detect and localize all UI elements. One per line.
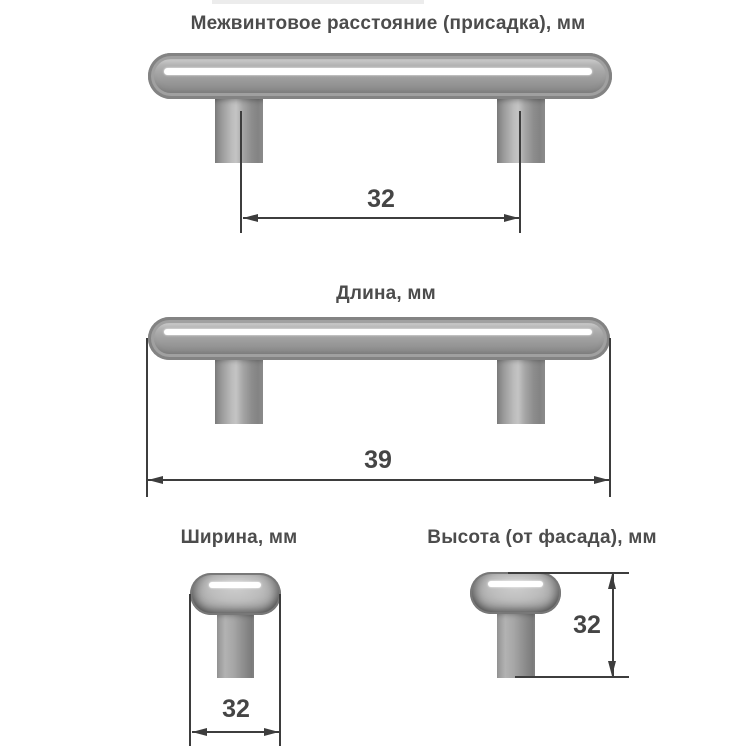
cap-highlight xyxy=(488,581,543,587)
arrow-left-icon xyxy=(148,476,163,484)
dimension-line xyxy=(148,479,609,481)
handle-cap-side-view xyxy=(190,573,281,615)
dimension-value: 32 xyxy=(367,185,395,213)
bar-highlight xyxy=(164,329,592,335)
extension-line-right xyxy=(519,111,521,233)
handle-cap-side-view xyxy=(470,572,561,614)
figure-title: Длина, мм xyxy=(336,283,436,304)
dimension-value: 39 xyxy=(364,446,392,474)
bar-highlight xyxy=(164,68,592,75)
extension-line-bottom xyxy=(515,676,629,678)
handle-leg-side-view xyxy=(217,613,254,678)
extension-line-left xyxy=(240,111,242,233)
extension-line-left xyxy=(189,594,191,746)
dimension-line xyxy=(243,217,519,219)
arrow-left-icon xyxy=(192,728,207,736)
arrow-right-icon xyxy=(264,728,279,736)
handle-bar-front-view xyxy=(148,53,612,99)
arrow-up-icon xyxy=(608,574,616,589)
dimension-value: 32 xyxy=(222,695,250,723)
handle-leg-right xyxy=(497,357,545,424)
extension-line-left xyxy=(146,338,148,497)
cap-highlight xyxy=(209,582,261,588)
handle-leg-side-view xyxy=(497,612,535,678)
dimension-value: 32 xyxy=(573,611,601,639)
figure-title: Межвинтовое расстояние (присадка), мм xyxy=(190,13,586,34)
handle-leg-right xyxy=(497,97,545,163)
handle-leg-left xyxy=(215,97,263,163)
handle-bar-front-view xyxy=(148,317,610,360)
arrow-right-icon xyxy=(504,214,519,222)
figure-title: Высота (от фасада), мм xyxy=(427,527,657,548)
arrow-left-icon xyxy=(243,214,258,222)
handle-leg-left xyxy=(215,357,263,424)
arrow-right-icon xyxy=(594,476,609,484)
cropped-text-remnant xyxy=(212,0,424,4)
figure-title: Ширина, мм xyxy=(180,527,298,548)
extension-line-right xyxy=(279,594,281,746)
arrow-down-icon xyxy=(608,661,616,676)
extension-line-right xyxy=(609,338,611,497)
